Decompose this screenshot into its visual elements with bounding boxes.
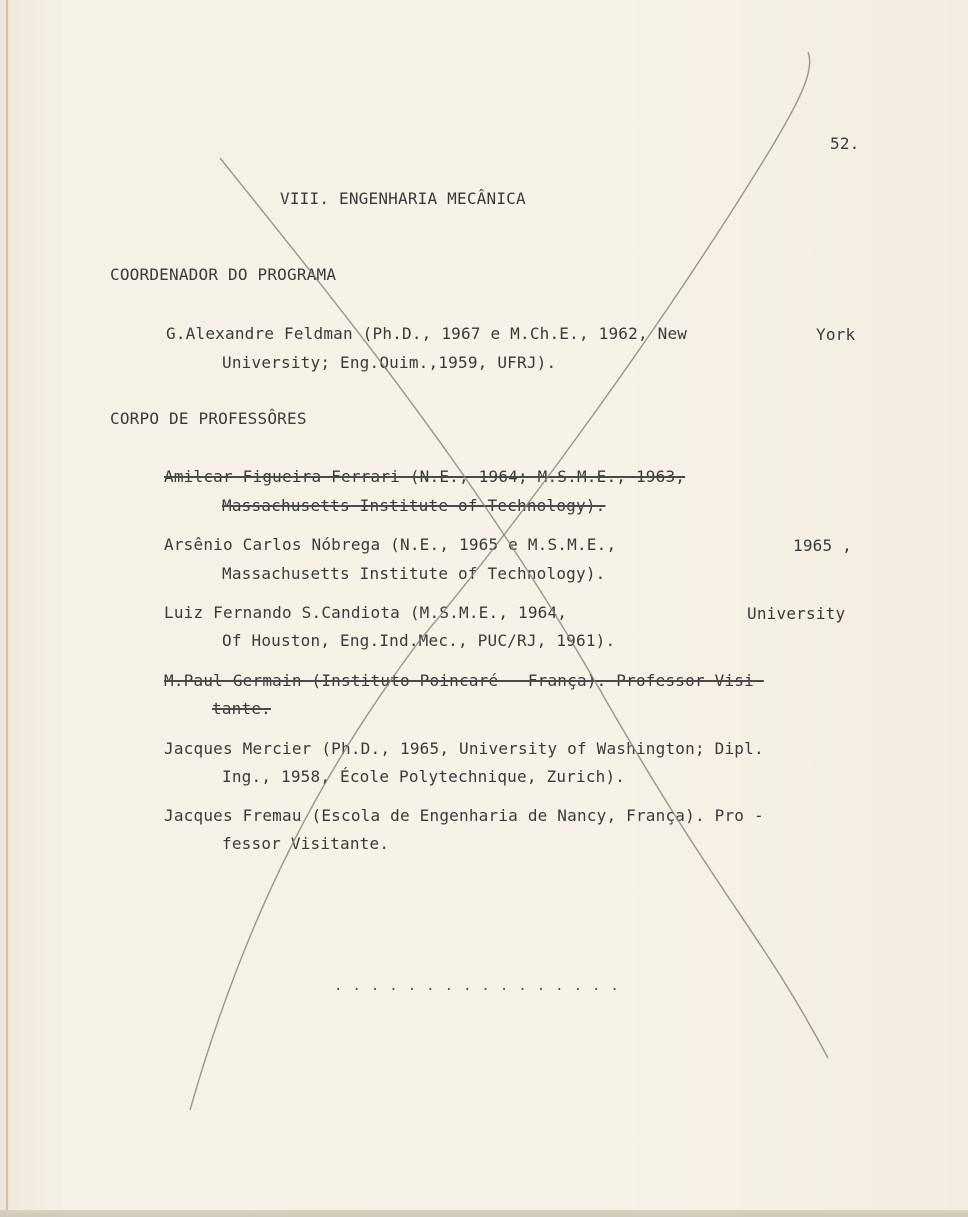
faculty-entry-0-line-2: Massachusetts Institute of Technology). [222, 496, 606, 515]
faculty-entry-4-line-1: Jacques Mercier (Ph.D., 1965, University of Washington; Dipl. [164, 739, 764, 758]
coordinator-heading: COORDENADOR DO PROGRAMA [110, 265, 337, 284]
coordinator-line-1-right: York [816, 325, 856, 344]
page-bottom-edge [0, 1210, 968, 1217]
faculty-entry-1-line-2: Massachusetts Institute of Technology). [222, 564, 606, 583]
faculty-entry-3-line-1: M.Paul Germain (Instituto Poincaré - França). Professor Visi- [164, 671, 764, 690]
faculty-entry-3-line-2: tante. [212, 699, 271, 718]
coordinator-line-2: University; Eng.Quim.,1959, UFRJ). [222, 353, 557, 372]
faculty-entry-4-line-2: Ing., 1958, École Polytechnique, Zurich). [222, 767, 626, 786]
faculty-entry-2-line-2: Of Houston, Eng.Ind.Mec., PUC/RJ, 1961). [222, 631, 616, 650]
faculty-entry-2-line-1-right: University [747, 604, 846, 623]
coordinator-line-1: G.Alexandre Feldman (Ph.D., 1967 e M.Ch.E., 1962, New [166, 324, 688, 343]
page-number: 52. [830, 134, 860, 153]
faculty-entry-1-line-1-right: 1965 , [793, 536, 852, 555]
faculty-entry-1-line-1: Arsênio Carlos Nóbrega (N.E., 1965 e M.S.M.E., [164, 535, 617, 554]
faculty-entry-5-line-1: Jacques Fremau (Escola de Engenharia de Nancy, França). Pro - [164, 806, 764, 825]
faculty-entry-2-line-1: Luiz Fernando S.Candiota (M.S.M.E., 1964, [164, 603, 568, 622]
separator-dots: ................ [334, 978, 629, 994]
section-title: VIII. ENGENHARIA MECÂNICA [280, 189, 526, 208]
faculty-entry-5-line-2: fessor Visitante. [222, 834, 390, 853]
faculty-heading: CORPO DE PROFESSÔRES [110, 409, 307, 428]
faculty-entry-0-line-1: Amilcar Figueira Ferrari (N.E., 1964; M.S.M.E., 1963, [164, 467, 686, 486]
